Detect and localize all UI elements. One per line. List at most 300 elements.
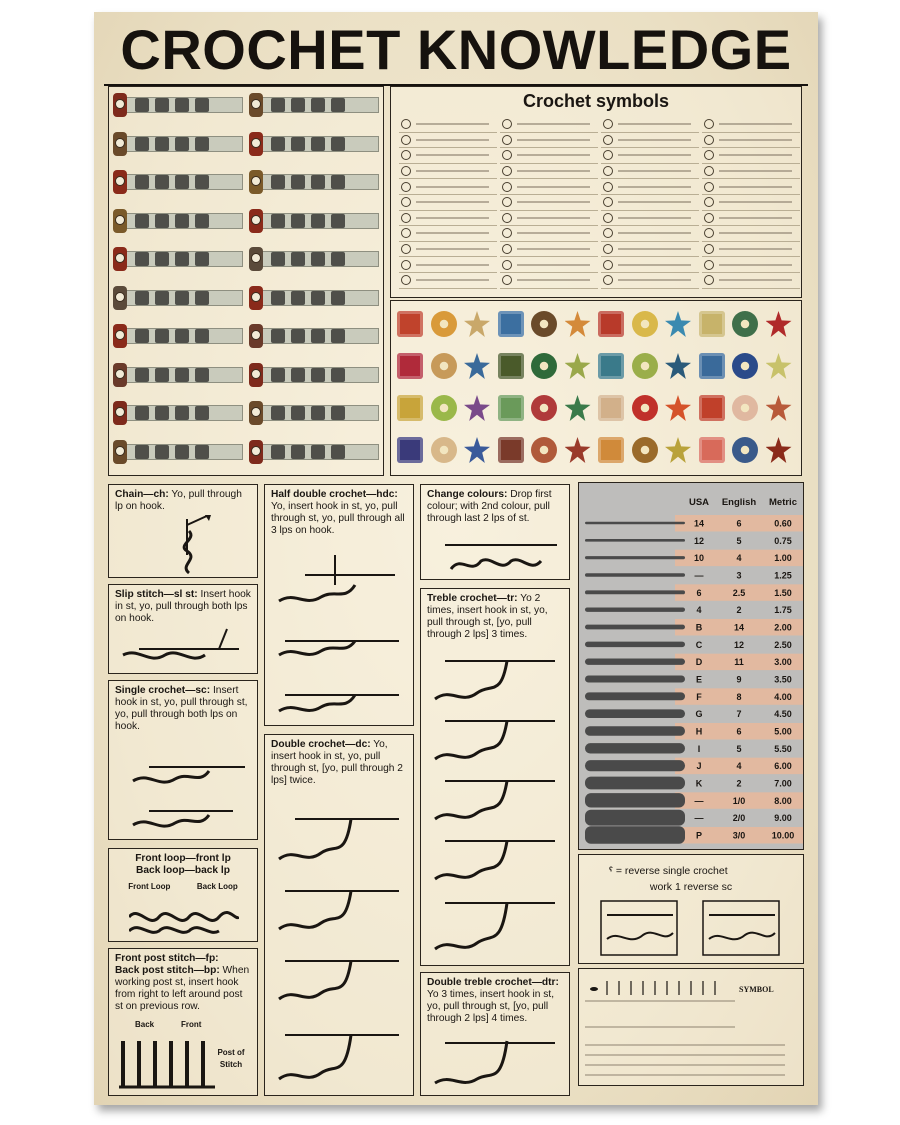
motif-icon — [665, 395, 691, 421]
motif-icon — [397, 395, 423, 421]
stitch-cap — [249, 363, 263, 387]
hook-chart-cell: 7.00 — [774, 778, 792, 789]
reverse-sc-box — [578, 854, 804, 964]
crochet-hook-icon — [585, 793, 685, 807]
stitch-glyph — [195, 137, 209, 151]
stitch-rows-panel — [108, 86, 384, 476]
stitch-glyph — [155, 368, 169, 382]
stitch-glyph — [271, 98, 285, 112]
stitch-glyph — [311, 98, 325, 112]
stitch-row — [113, 132, 243, 156]
dc-label: Double crochet—dc: — [271, 739, 371, 750]
motif-icon — [732, 437, 758, 463]
stitch-glyphs — [135, 406, 209, 420]
symbol-entry — [702, 179, 800, 195]
stitch-symbol-ring — [115, 215, 125, 225]
hook-chart-cell: — — [694, 813, 704, 824]
half-double-crochet-box — [264, 484, 414, 726]
symbol-icon — [401, 135, 411, 145]
crochet-hook-icon — [585, 726, 685, 736]
crochet-hook-icon — [585, 659, 685, 665]
symbol-icon — [502, 244, 512, 254]
motif-icon — [431, 437, 457, 463]
symbol-icon — [502, 228, 512, 238]
stitch-cap — [249, 401, 263, 425]
stitch-glyph — [291, 445, 305, 459]
motif-icon — [766, 437, 792, 463]
symbol-entry — [500, 211, 598, 227]
symbol-entry — [500, 179, 598, 195]
symbol-entry — [500, 257, 598, 273]
symbol-description-line — [517, 201, 590, 203]
hook-chart-cell: — — [694, 570, 704, 581]
symbol-entry — [601, 226, 699, 242]
stitch-glyph — [155, 175, 169, 189]
stitch-glyph — [291, 214, 305, 228]
stitch-glyphs — [135, 214, 209, 228]
stitch-row — [249, 363, 379, 387]
symbol-description-line — [416, 154, 489, 156]
symbol-description-line — [416, 264, 489, 266]
reverse-line1-wrap — [609, 865, 728, 877]
motif-icon — [766, 395, 792, 421]
symbol-icon — [502, 260, 512, 270]
stitch-glyph — [155, 291, 169, 305]
symbol-icon — [401, 166, 411, 176]
motif-icon — [598, 353, 624, 379]
symbol-column — [601, 117, 699, 289]
stitch-symbol-ring — [115, 369, 125, 379]
hook-chart-cell: 4 — [696, 605, 702, 616]
symbol-column — [702, 117, 800, 289]
symbol-icon — [603, 228, 613, 238]
treble-crochet-box — [420, 588, 570, 966]
stitch-symbol-ring — [115, 176, 125, 186]
stitch-glyph — [271, 137, 285, 151]
hook-chart-cell: 2/0 — [732, 813, 746, 824]
hook-chart-cell: H — [695, 726, 703, 737]
change-colours-box — [420, 484, 570, 580]
hook-chart-cell: — — [694, 795, 704, 806]
motif-icon — [598, 311, 624, 337]
stitch-row — [249, 324, 379, 348]
stitch-row — [113, 247, 243, 271]
symbol-description-line — [416, 186, 489, 188]
stitch-glyph — [175, 329, 189, 343]
hdc-label: Half double crochet—hdc: — [271, 489, 398, 500]
stitch-glyph — [135, 98, 149, 112]
symbol-description-line — [618, 279, 691, 281]
stitch-cap — [113, 247, 127, 271]
motif-icon — [665, 311, 691, 337]
symbol-description-line — [416, 123, 489, 125]
stitch-symbol-ring — [115, 292, 125, 302]
stitch-row — [113, 93, 243, 117]
stitch-glyph — [271, 368, 285, 382]
symbol-entry — [601, 273, 699, 289]
stitch-glyph — [175, 406, 189, 420]
hook-chart-cell: 1.50 — [774, 587, 792, 598]
stitch-glyph — [331, 406, 345, 420]
post-back-label: Back — [135, 1020, 155, 1029]
hook-chart-cell: 3.00 — [774, 657, 792, 668]
symbols-title: Crochet symbols — [522, 91, 670, 111]
symbol-description-line — [517, 232, 590, 234]
symbol-entry — [399, 211, 497, 227]
symbol-icon — [401, 213, 411, 223]
symbol-entry — [702, 164, 800, 180]
symbol-icon — [603, 119, 613, 129]
hook-chart-cell: 4.00 — [774, 691, 792, 702]
hook-size-chart-graphic — [579, 483, 803, 849]
stitch-glyphs — [135, 445, 209, 459]
hook-chart-cell: 4 — [736, 761, 742, 772]
stitch-glyph — [155, 329, 169, 343]
dtr-text: Yo 3 times, insert hook in st, yo, pull through st, [yo, pull through 2 lps] 4 times. — [427, 989, 555, 1024]
stitch-glyph — [155, 98, 169, 112]
stitch-glyph — [135, 368, 149, 382]
hook-chart-cell: G — [695, 709, 703, 720]
stitch-symbol-ring — [115, 253, 125, 263]
symbol-column — [500, 117, 598, 289]
symbol-description-line — [416, 279, 489, 281]
stitch-cap — [249, 247, 263, 271]
page-title: CROCHET KNOWLEDGE — [120, 18, 792, 81]
hook-chart-cell: 1.25 — [774, 570, 792, 581]
stitch-glyph — [291, 291, 305, 305]
stitch-glyph — [175, 98, 189, 112]
motif-icon — [565, 353, 591, 379]
reverse-illustration — [599, 899, 789, 959]
symbol-description-line — [517, 170, 590, 172]
stitch-glyph — [331, 98, 345, 112]
symbol-description-line — [416, 232, 489, 234]
stitch-cap — [249, 286, 263, 310]
symbol-description-line — [719, 139, 792, 141]
stitch-glyphs — [271, 252, 345, 266]
hook-chart-cell: 6 — [736, 518, 742, 529]
motif-icon — [431, 353, 457, 379]
symbol-description-line — [618, 264, 691, 266]
symbol-icon — [704, 275, 714, 285]
chain-box — [108, 484, 258, 578]
symbol-description-line — [517, 217, 590, 219]
chain-illustration — [149, 515, 229, 575]
stitch-glyphs — [271, 329, 345, 343]
motif-icon — [498, 311, 524, 337]
symbol-entry — [500, 148, 598, 164]
hook-chart-cell: 12 — [693, 535, 705, 546]
symbol-entry — [702, 211, 800, 227]
stitch-glyph — [135, 291, 149, 305]
stitch-glyph — [155, 214, 169, 228]
symbol-icon — [502, 150, 512, 160]
symbol-description-line — [618, 248, 691, 250]
stitch-glyph — [291, 98, 305, 112]
symbol-description-line — [517, 139, 590, 141]
symbol-icon — [603, 182, 613, 192]
motif-icon — [732, 353, 758, 379]
stitch-glyph — [195, 445, 209, 459]
hook-chart-cell: B — [695, 622, 703, 633]
symbol-icon — [704, 150, 714, 160]
symbol-icon — [502, 275, 512, 285]
symbol-entry — [601, 133, 699, 149]
stitch-glyph — [175, 214, 189, 228]
stitch-glyph — [311, 329, 325, 343]
hook-chart-cell: 11 — [734, 657, 744, 668]
dc-illustration — [275, 799, 405, 1089]
stitch-glyph — [135, 329, 149, 343]
motif-icon — [464, 353, 490, 379]
crochet-hook-icon — [585, 743, 685, 753]
hook-chart-cell: 10.00 — [771, 830, 795, 841]
symbol-table-graphic — [585, 975, 799, 1083]
stitch-glyph — [195, 214, 209, 228]
motif-icon — [397, 311, 423, 337]
symbol-icon — [401, 260, 411, 270]
motif-icon — [565, 311, 591, 337]
symbol-icon — [502, 135, 512, 145]
hook-chart-cell: 2.00 — [774, 622, 792, 633]
symbol-icon — [502, 119, 512, 129]
stitch-cap — [113, 440, 127, 464]
crochet-symbols-panel — [390, 86, 802, 298]
stitch-glyphs — [135, 175, 209, 189]
hook-chart-cell: 6 — [696, 587, 702, 598]
dtr-label: Double treble crochet—dtr: — [427, 977, 559, 988]
motif-icon — [498, 353, 524, 379]
symbol-icon — [704, 119, 714, 129]
symbol-entry — [500, 273, 598, 289]
symbol-description-line — [719, 232, 792, 234]
hook-chart-cell: 6 — [736, 726, 742, 737]
symbol-description-line — [517, 123, 590, 125]
crochet-hook-icon — [585, 590, 685, 594]
symbol-description-line — [618, 217, 691, 219]
stitch-glyph — [291, 368, 305, 382]
crochet-hook-icon — [585, 625, 685, 630]
symbol-description-line — [719, 123, 792, 125]
symbol-description-line — [719, 217, 792, 219]
motif-icon — [632, 353, 658, 379]
symbol-entry — [399, 117, 497, 133]
symbol-description-line — [719, 201, 792, 203]
symbol-icon — [401, 244, 411, 254]
slip-text: Insert hook in st, yo, pull through both lps on hook. — [115, 589, 251, 624]
single-illustration — [129, 741, 249, 837]
symbol-icon — [704, 260, 714, 270]
stitch-row — [249, 286, 379, 310]
stitch-symbol-ring — [251, 99, 261, 109]
stitch-glyph — [195, 406, 209, 420]
hook-chart-cell: C — [695, 639, 703, 650]
stitch-glyph — [195, 175, 209, 189]
stitch-glyph — [311, 445, 325, 459]
slip-label: Slip stitch—sl st: — [115, 589, 198, 600]
treble-text: Yo 2 times, insert hook in st, yo, pull through st, [yo, pull through 2 lps] 3 times. — [427, 593, 548, 640]
hook-chart-cell: 9.00 — [774, 813, 792, 824]
motif-icon — [732, 311, 758, 337]
stitch-glyph — [291, 175, 305, 189]
hook-chart-cell: 1/0 — [732, 795, 746, 806]
hook-chart-cell: 5 — [736, 743, 742, 754]
stitch-cap — [113, 401, 127, 425]
motifs-panel — [390, 300, 802, 476]
symbol-description-line — [416, 139, 489, 141]
stitch-cap — [113, 363, 127, 387]
stitch-symbol-ring — [251, 369, 261, 379]
stitch-row — [249, 93, 379, 117]
stitch-glyph — [291, 137, 305, 151]
stitch-glyphs — [135, 329, 209, 343]
stitch-glyph — [331, 214, 345, 228]
symbol-icon — [603, 213, 613, 223]
treble-label: Treble crochet—tr: — [427, 593, 518, 604]
stitch-glyph — [271, 291, 285, 305]
symbol-icon — [502, 197, 512, 207]
motif-icon — [565, 395, 591, 421]
stitch-glyph — [271, 329, 285, 343]
stitch-symbol-ring — [251, 292, 261, 302]
stitch-glyph — [155, 445, 169, 459]
single-text: Insert hook in st, yo, pull through st, yo, pull through both lps on hook. — [115, 685, 248, 732]
symbol-icon — [401, 150, 411, 160]
symbol-entry — [500, 242, 598, 258]
symbol-entry — [500, 226, 598, 242]
symbol-icon — [704, 135, 714, 145]
crochet-hook-icon — [585, 522, 685, 524]
hook-chart-cell: 2 — [736, 605, 742, 616]
symbol-entry — [601, 211, 699, 227]
loops-illustration — [129, 901, 239, 937]
back-loop-label: Back Loop — [196, 882, 238, 891]
stitch-cap — [113, 93, 127, 117]
symbol-description-line — [719, 279, 792, 281]
stitch-glyphs — [135, 291, 209, 305]
hook-chart-cell: 5.50 — [774, 743, 792, 754]
crochet-hook-icon — [585, 675, 685, 682]
motif-icon — [699, 437, 725, 463]
stitch-glyph — [195, 329, 209, 343]
stitch-glyphs — [271, 291, 345, 305]
symbol-icon — [603, 275, 613, 285]
stitch-glyph — [331, 175, 345, 189]
symbol-icon — [401, 275, 411, 285]
motif-icon — [665, 353, 691, 379]
stitch-glyph — [175, 252, 189, 266]
hook-chart-cell: 1.75 — [774, 605, 792, 616]
motif-icon — [632, 311, 658, 337]
symbol-description-line — [517, 264, 590, 266]
symbol-description-line — [618, 232, 691, 234]
motif-icon — [766, 353, 792, 379]
hook-chart-header: Metric — [769, 497, 797, 508]
stitch-glyph — [311, 137, 325, 151]
hook-chart-cell: 4 — [736, 553, 742, 564]
stitch-symbol-ring — [115, 407, 125, 417]
symbol-entry — [702, 226, 800, 242]
motif-icon — [699, 395, 725, 421]
symbol-entry — [601, 117, 699, 133]
loops-box — [108, 848, 258, 942]
stitch-symbol-ring — [115, 446, 125, 456]
reverse-line1: = reverse single crochet — [615, 865, 728, 877]
hook-chart-cell: I — [697, 743, 701, 754]
crochet-hook-icon — [585, 539, 685, 542]
hook-chart-cell: 0.75 — [774, 535, 792, 546]
symbol-icon — [603, 150, 613, 160]
stitch-cap — [249, 132, 263, 156]
dtr-illustration — [431, 1033, 561, 1093]
symbol-entry — [601, 257, 699, 273]
symbol-entry — [399, 164, 497, 180]
stitch-glyph — [331, 445, 345, 459]
stitch-row — [113, 363, 243, 387]
motif-icon — [699, 311, 725, 337]
symbol-icon — [704, 182, 714, 192]
stitch-glyph — [311, 291, 325, 305]
post-stitch-box — [108, 948, 258, 1096]
motif-icon — [498, 437, 524, 463]
hook-chart-cell: 3.50 — [774, 674, 792, 685]
reverse-line2: work 1 reverse sc — [649, 881, 733, 893]
hook-chart-cell: 8.00 — [774, 795, 792, 806]
motif-icon — [464, 437, 490, 463]
hook-chart-cell: P — [695, 830, 703, 841]
symbol-column — [399, 117, 497, 289]
motif-icon — [766, 311, 792, 337]
symbol-entry — [399, 133, 497, 149]
crochet-hook-icon — [585, 608, 685, 612]
hook-chart-cell: 5.00 — [774, 726, 792, 737]
single-label: Single crochet—sc: — [115, 685, 211, 696]
stitch-glyphs — [271, 406, 345, 420]
stitch-cap — [249, 209, 263, 233]
post-label-back: Back post stitch—bp: — [115, 965, 220, 976]
loops-line2: Back loop—back lp — [136, 865, 230, 876]
motif-icon — [598, 395, 624, 421]
symbol-icon — [502, 182, 512, 192]
stitch-glyph — [331, 252, 345, 266]
stitch-cap — [249, 93, 263, 117]
stitch-glyph — [291, 406, 305, 420]
motif-icon — [498, 395, 524, 421]
hook-chart-cell: F — [696, 691, 702, 702]
stitch-glyph — [195, 368, 209, 382]
stitch-cap — [113, 324, 127, 348]
post-text: When working post st, insert hook from right to left around post st on previous row. — [115, 965, 250, 1012]
post-label-front: Front post stitch—fp: — [115, 953, 219, 964]
symbol-description-line — [719, 170, 792, 172]
stitch-glyph — [135, 445, 149, 459]
symbol-description-line — [719, 154, 792, 156]
symbol-icon — [401, 197, 411, 207]
crochet-hook-icon — [585, 777, 685, 790]
symbol-description-line — [517, 248, 590, 250]
motif-icon — [665, 437, 691, 463]
double-treble-box — [420, 972, 570, 1096]
motif-icon — [464, 311, 490, 337]
motif-icon — [397, 437, 423, 463]
stitch-row — [249, 132, 379, 156]
motif-icon — [531, 437, 557, 463]
stitch-glyph — [175, 445, 189, 459]
stitch-glyph — [175, 175, 189, 189]
hook-chart-cell: 2.5 — [732, 587, 746, 598]
symbol-description-line — [416, 201, 489, 203]
symbol-entry — [601, 242, 699, 258]
